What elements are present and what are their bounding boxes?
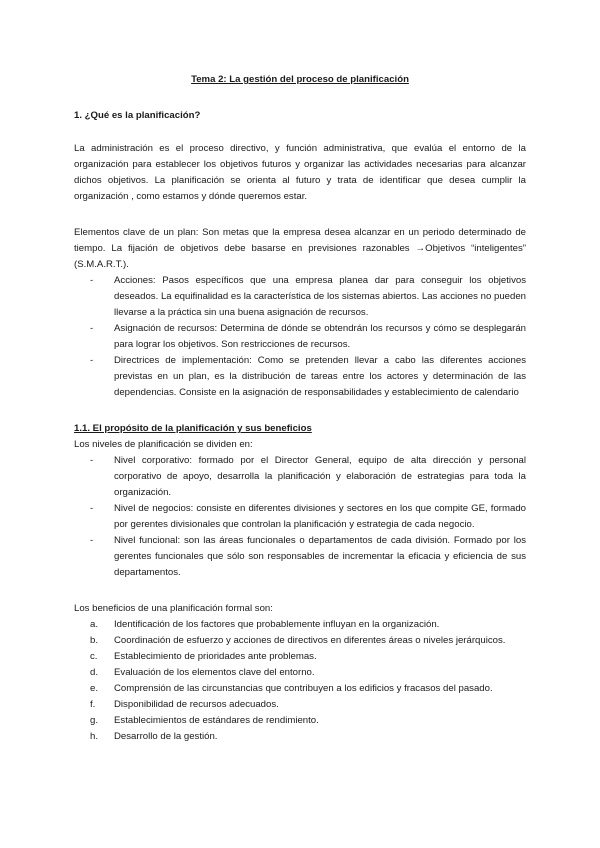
section-heading-1: 1. ¿Qué es la planificación? bbox=[74, 110, 201, 121]
list-item: - Nivel de negocios: consiste en diferentes divisiones y sectores en los que compite GE, formado por gerentes divisionales que controlan la planificación y estrategia de cada negocio. bbox=[90, 501, 526, 533]
list-item-text: Evaluación de los elementos clave del entorno. bbox=[114, 667, 315, 678]
list-item-text: Disponibilidad de recursos adecuados. bbox=[114, 699, 279, 710]
page-title: Tema 2: La gestión del proceso de planificación bbox=[191, 74, 409, 85]
levels-intro: Los niveles de planificación se dividen en: bbox=[74, 439, 253, 450]
list-item: - Acciones: Pasos específicos que una empresa planea dar para conseguir los objetivos deseados. La equifinalidad es la característica de los sistemas abiertos. Las acciones no pueden llevarse a la práctica sin una buena asignación de recursos. bbox=[90, 273, 526, 321]
section-heading-1-1: 1.1. El propósito de la planificación y sus beneficios bbox=[74, 423, 312, 434]
list-item bbox=[90, 681, 526, 697]
list-item-text: Establecimientos de estándares de rendimiento. bbox=[114, 715, 319, 726]
elements-intro-paragraph: Elementos clave de un plan: Son metas que la empresa desea alcanzar en un periodo determinado de tiempo. La fijación de objetivos debe basarse en previsiones razonables →Objetivos “inteligentes” (S.M.A.R.T.). bbox=[74, 227, 526, 270]
definition-paragraph: La administración es el proceso directivo, y función administrativa, que evalúa el entorno de la organización para establecer los objetivos futuros y organizar las actividades necesarias para alcanzar dichos objetivos. La planificación se orienta al futuro y trata de identificar que desea cumplir la organización , como estamos y dónde queremos estar. bbox=[74, 143, 526, 202]
list-item: - Asignación de recursos: Determina de dónde se obtendrán los recursos y cómo se desplegarán para lograr los objetivos. Son restricciones de recursos. bbox=[90, 321, 526, 353]
benefits-list bbox=[74, 617, 526, 745]
list-marker: b. bbox=[90, 635, 99, 646]
list-item bbox=[90, 665, 526, 681]
list-item bbox=[90, 713, 526, 729]
benefits-intro: Los beneficios de una planificación formal son: bbox=[74, 603, 273, 614]
list-marker: d. bbox=[90, 667, 99, 678]
list-item bbox=[90, 633, 526, 649]
planning-levels-list bbox=[74, 453, 526, 581]
list-item-text: Establecimiento de prioridades ante problemas. bbox=[114, 651, 317, 662]
list-item: - Nivel funcional: son las áreas funcionales o departamentos de cada división. Formado por los gerentes funcionales que sólo son responsables de incrementar la eficacia y eficiencia de sus departamentos. bbox=[90, 533, 526, 581]
list-item bbox=[90, 617, 526, 633]
list-item-text: Coordinación de esfuerzo y acciones de directivos en diferentes áreas o niveles jerárquicos. bbox=[114, 635, 506, 646]
list-marker: h. bbox=[90, 731, 99, 742]
list-marker: a. bbox=[90, 619, 99, 630]
list-item-text: Identificación de los factores que probablemente influyan en la organización. bbox=[114, 619, 440, 630]
list-item-text: Comprensión de las circunstancias que contribuyen a los edificios y fracasos del pasado. bbox=[114, 683, 493, 694]
list-item: - Directrices de implementación: Como se pretenden llevar a cabo las diferentes acciones previstas en un plan, es la distribución de tareas entre los actores y determinación de las dependencias. Consiste en la asignación de responsabilidades y establecimiento de calendario bbox=[90, 353, 526, 401]
list-marker: g. bbox=[90, 715, 99, 726]
list-item bbox=[90, 697, 526, 713]
list-item: - Nivel corporativo: formado por el Director General, equipo de alta dirección y personal corporativo de apoyo, desarrolla la planificación y elaboración de estrategias para toda la organización. bbox=[90, 453, 526, 501]
list-marker: c. bbox=[90, 651, 98, 662]
plan-elements-list bbox=[74, 273, 526, 401]
list-marker: f. bbox=[90, 699, 96, 710]
list-item bbox=[90, 729, 526, 745]
list-item-text: Desarrollo de la gestión. bbox=[114, 731, 218, 742]
list-item bbox=[90, 649, 526, 665]
list-marker: e. bbox=[90, 683, 99, 694]
